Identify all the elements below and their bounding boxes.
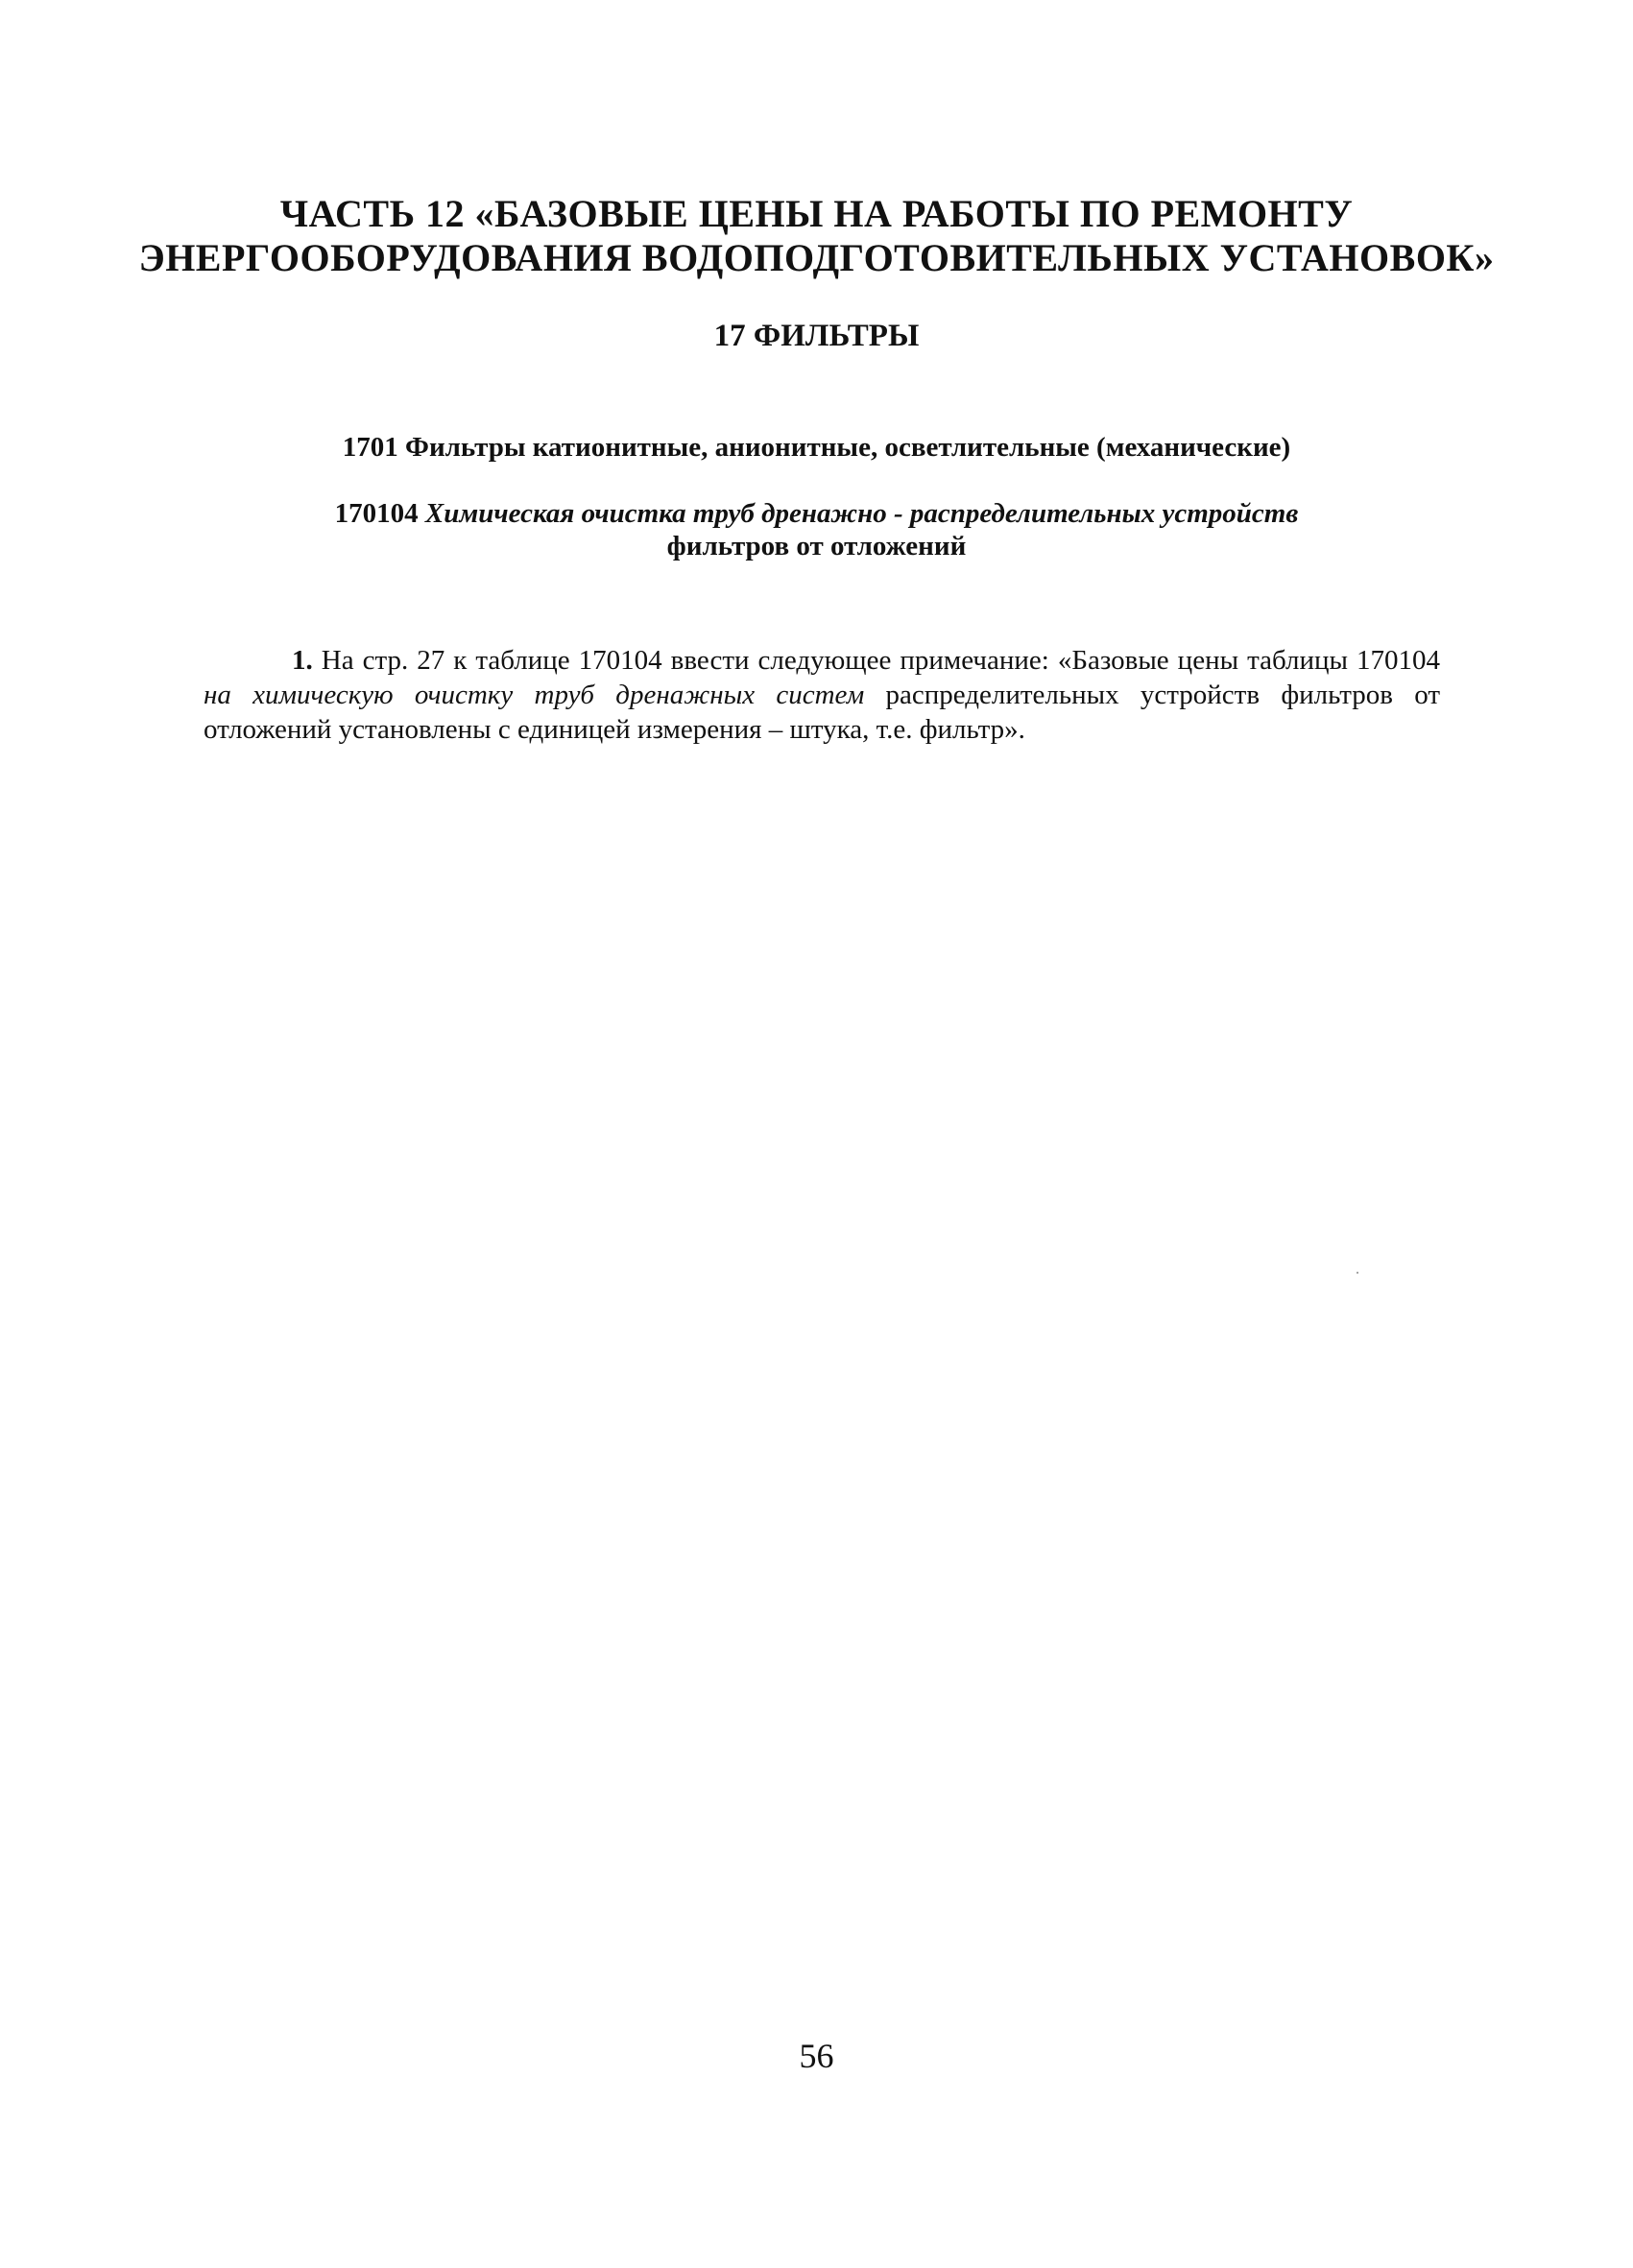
table-number: 170104 — [334, 498, 419, 529]
amendment-note — [204, 643, 1440, 747]
part-title-line-2: ЭНЕРГООБОРУДОВАНИЯ ВОДОПОДГОТОВИТЕЛЬНЫХ УСТАНОВОК» — [138, 236, 1495, 279]
table-title-line-1: Химическая очистка труб дренажно - распределительных устройств — [424, 498, 1299, 529]
section-title: 17 ФИЛЬТРЫ — [713, 319, 920, 353]
note-text-italic: на химическую очистку труб дренажных систем — [204, 680, 865, 710]
table-title-line-2: фильтров от отложений — [666, 531, 967, 561]
page-number: 56 — [799, 2037, 834, 2075]
scan-speck — [1357, 1272, 1358, 1274]
note-index: 1. — [292, 645, 313, 676]
subsection-title: 1701 Фильтры катионитные, анионитные, осветлительные (механические) — [342, 432, 1291, 463]
note-text-end: распределительных устройств фильтров от отложений установлены с единицей измерения – штука, т.е. фильтр». — [204, 680, 1441, 745]
note-text-start: На стр. 27 к таблице 170104 ввести следующее примечание: «Базовые цены таблицы 170104 — [321, 645, 1441, 676]
part-title-line-1: ЧАСТЬ 12 «БАЗОВЫЕ ЦЕНЫ НА РАБОТЫ ПО РЕМОНТУ — [279, 192, 1354, 235]
part-title — [0, 192, 1633, 280]
table-title — [0, 497, 1633, 562]
